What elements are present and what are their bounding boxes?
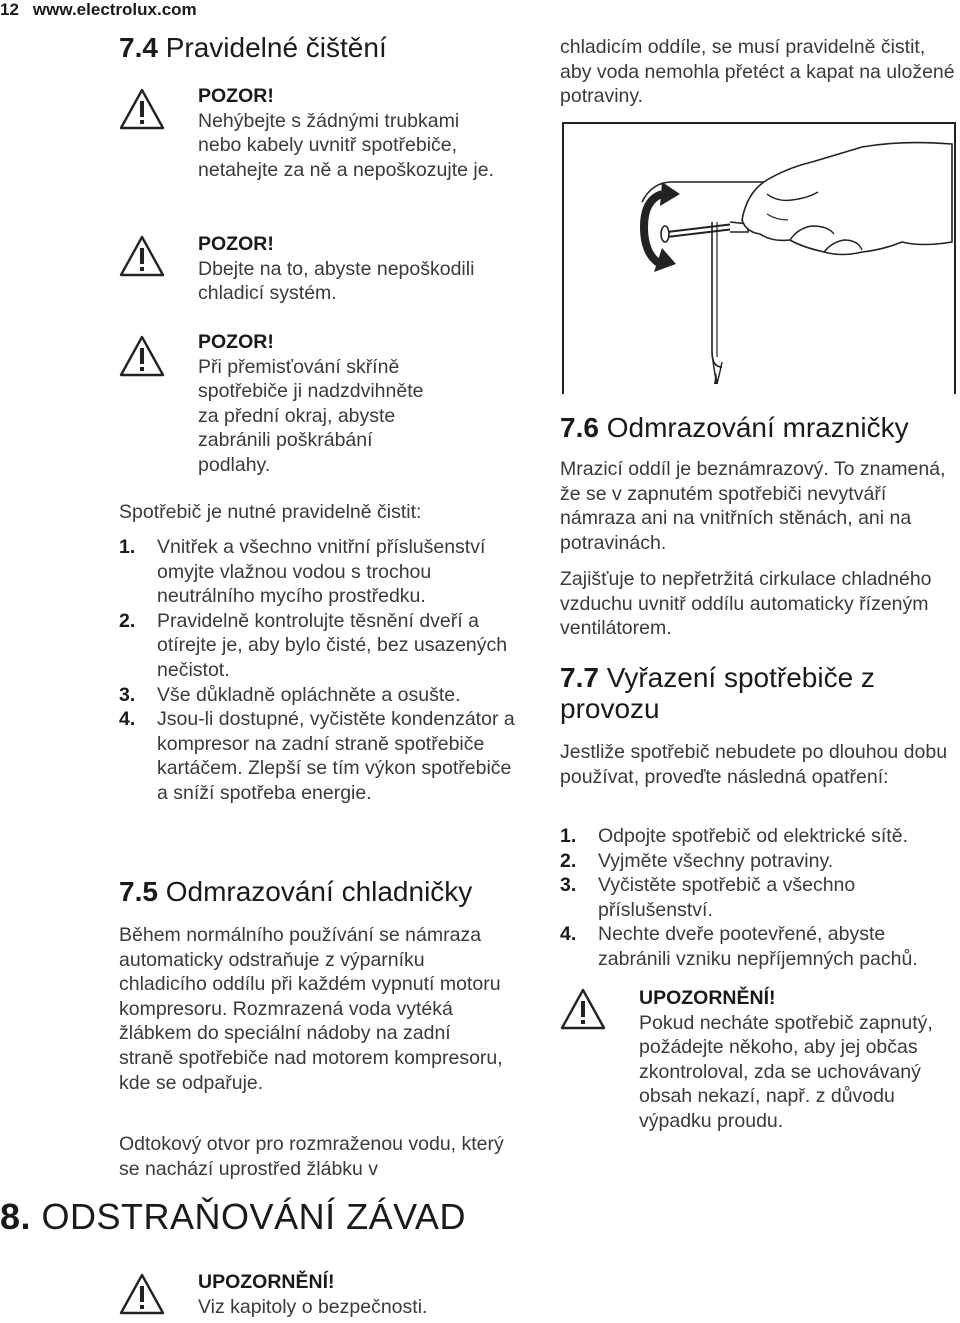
list-item bbox=[560, 873, 960, 922]
section-7-4-title bbox=[119, 32, 387, 64]
section-title-text: provozu bbox=[560, 693, 660, 724]
step-number: 2. bbox=[119, 609, 136, 632]
step-number: 1. bbox=[560, 825, 577, 847]
section-number: 7.5 bbox=[119, 876, 158, 907]
step-text: Pravidelně kontrolujte těsnění dveří a otírejte je, aby bylo čisté, bez usazených nečistot. bbox=[157, 609, 508, 681]
defrost-paragraph-1: Během normálního používání se námraza automaticky odstraňuje z výparníku chladicího oddílu při každém vypnutí motoru kompresoru. Rozmrazená voda vytéká žlábkem do speciální nádoby na zadní straně spotřebiče nad motorem kompresoru, kde se odpařuje. bbox=[119, 924, 503, 1094]
defrost-paragraph-2: Odtokový otvor pro rozmraženou vodu, který se nachází uprostřed žlábku v bbox=[119, 1133, 504, 1180]
warning-text: Pokud necháte spotřebič zapnutý, požádejte někoho, aby jej občas zkontroloval, zda se uchovávaný obsah nekazí, např. z důvodu výpadku proudu. bbox=[639, 1011, 933, 1132]
defrost-continued: chladicím oddíle, se musí pravidelně čistit, aby voda nemohla přetéct a kapat na uložené potraviny. bbox=[560, 36, 955, 108]
step-number: 1. bbox=[119, 536, 136, 558]
step-text: Jsou-li dostupné, vyčistěte kondenzátor a kompresor na zadní straně spotřebiče kartáčem. Zlepší se tím výkon spotřebiče a sníží spotřeba energie. bbox=[157, 708, 515, 804]
step-number: 3. bbox=[119, 683, 136, 706]
step-number: 2. bbox=[560, 849, 577, 872]
warning-block-2 bbox=[198, 232, 498, 306]
section-number: 7.4 bbox=[119, 32, 158, 63]
step-text: Vše důkladně opláchněte a osušte. bbox=[157, 683, 461, 706]
step-number: 3. bbox=[560, 874, 577, 897]
list-item bbox=[560, 922, 960, 971]
warning-block-decommission bbox=[639, 986, 939, 1134]
section-7-7-title bbox=[560, 662, 955, 724]
warning-triangle-icon bbox=[119, 235, 165, 277]
site-url[interactable]: www.electrolux.com bbox=[32, 0, 197, 19]
step-number: 4. bbox=[119, 708, 136, 731]
warning-triangle-icon bbox=[119, 335, 165, 377]
warning-title: UPOZORNĚNÍ! bbox=[198, 1271, 335, 1293]
chapter-number: 8. bbox=[0, 1196, 32, 1237]
drain-cleaning-illustration bbox=[562, 122, 954, 394]
warning-text: Dbejte na to, abyste nepoškodili chladicí systém. bbox=[198, 257, 475, 305]
step-text: Odpojte spotřebič od elektrické sítě. bbox=[598, 825, 908, 847]
warning-triangle-icon bbox=[119, 88, 165, 130]
section-title-text: Pravidelné čištění bbox=[165, 32, 387, 63]
drain-cleaning-drawing bbox=[562, 122, 954, 394]
section-title-text: Vyřazení spotřebiče z bbox=[606, 662, 875, 693]
list-item bbox=[119, 707, 524, 805]
warning-text: Viz kapitoly o bezpečnosti. bbox=[198, 1295, 428, 1318]
list-item bbox=[560, 849, 960, 874]
freezer-paragraph-1: Mrazicí oddíl je beznámrazový. To znamená, že se v zapnutém spotřebiči nevytváří námraza ani na vnitřních stěnách, ani na potravinách. bbox=[560, 458, 946, 554]
warning-text: Nehýbejte s žádnými trubkami nebo kabely uvnitř spotřebiče, netahejte za ně a nepoškozujte je. bbox=[198, 109, 494, 181]
step-number: 4. bbox=[560, 923, 577, 946]
warning-triangle-icon bbox=[560, 988, 606, 1030]
warning-title: POZOR! bbox=[198, 85, 274, 107]
freezer-paragraph-2: Zajišťuje to nepřetržitá cirkulace chladného vzduchu uvnitř oddílu automaticky řízeným ventilátorem. bbox=[560, 568, 932, 640]
list-item bbox=[119, 535, 524, 609]
cleaning-steps bbox=[119, 535, 524, 806]
list-item bbox=[560, 824, 960, 849]
section-7-5-title bbox=[119, 876, 472, 908]
warning-block-3 bbox=[198, 330, 448, 478]
cleaning-intro: Spotřebič je nutné pravidelně čistit: bbox=[119, 501, 422, 523]
section-number: 7.7 bbox=[560, 662, 599, 693]
warning-block-1 bbox=[198, 84, 498, 182]
section-title-text: Odmrazování mrazničky bbox=[606, 412, 909, 443]
decommission-intro: Jestliže spotřebič nebudete po dlouhou dobu používat, proveďte následná opatření: bbox=[560, 741, 948, 788]
decommission-steps bbox=[560, 824, 960, 972]
warning-text: Při přemisťování skříně spotřebiče ji nadzdvihněte za přední okraj, abyste zabránili poškrábání podlahy. bbox=[198, 355, 424, 476]
chapter-title-text: ODSTRAŇOVÁNÍ ZÁVAD bbox=[41, 1196, 466, 1237]
list-item bbox=[119, 683, 524, 708]
warning-triangle-icon bbox=[119, 1273, 165, 1315]
step-text: Vyjměte všechny potraviny. bbox=[598, 849, 834, 872]
step-text: Vnitřek a všechno vnitřní příslušenství omyjte vlažnou vodou s trochou neutrálního mycího prostředku. bbox=[157, 536, 486, 608]
chapter-8-title bbox=[0, 1196, 466, 1238]
warning-title: UPOZORNĚNÍ! bbox=[639, 987, 776, 1009]
warning-block-chapter-8 bbox=[198, 1270, 498, 1319]
list-item bbox=[119, 609, 524, 683]
section-title-text: Odmrazování chladničky bbox=[165, 876, 473, 907]
section-number: 7.6 bbox=[560, 412, 599, 443]
step-text: Vyčistěte spotřebič a všechno příslušenství. bbox=[598, 874, 856, 921]
section-7-6-title bbox=[560, 412, 909, 444]
warning-title: POZOR! bbox=[198, 331, 274, 353]
page-number: 12 bbox=[0, 0, 19, 19]
step-text: Nechte dveře pootevřené, abyste zabránili vzniku nepříjemných pachů. bbox=[598, 923, 918, 970]
warning-title: POZOR! bbox=[198, 233, 274, 255]
page-header bbox=[0, 0, 197, 20]
